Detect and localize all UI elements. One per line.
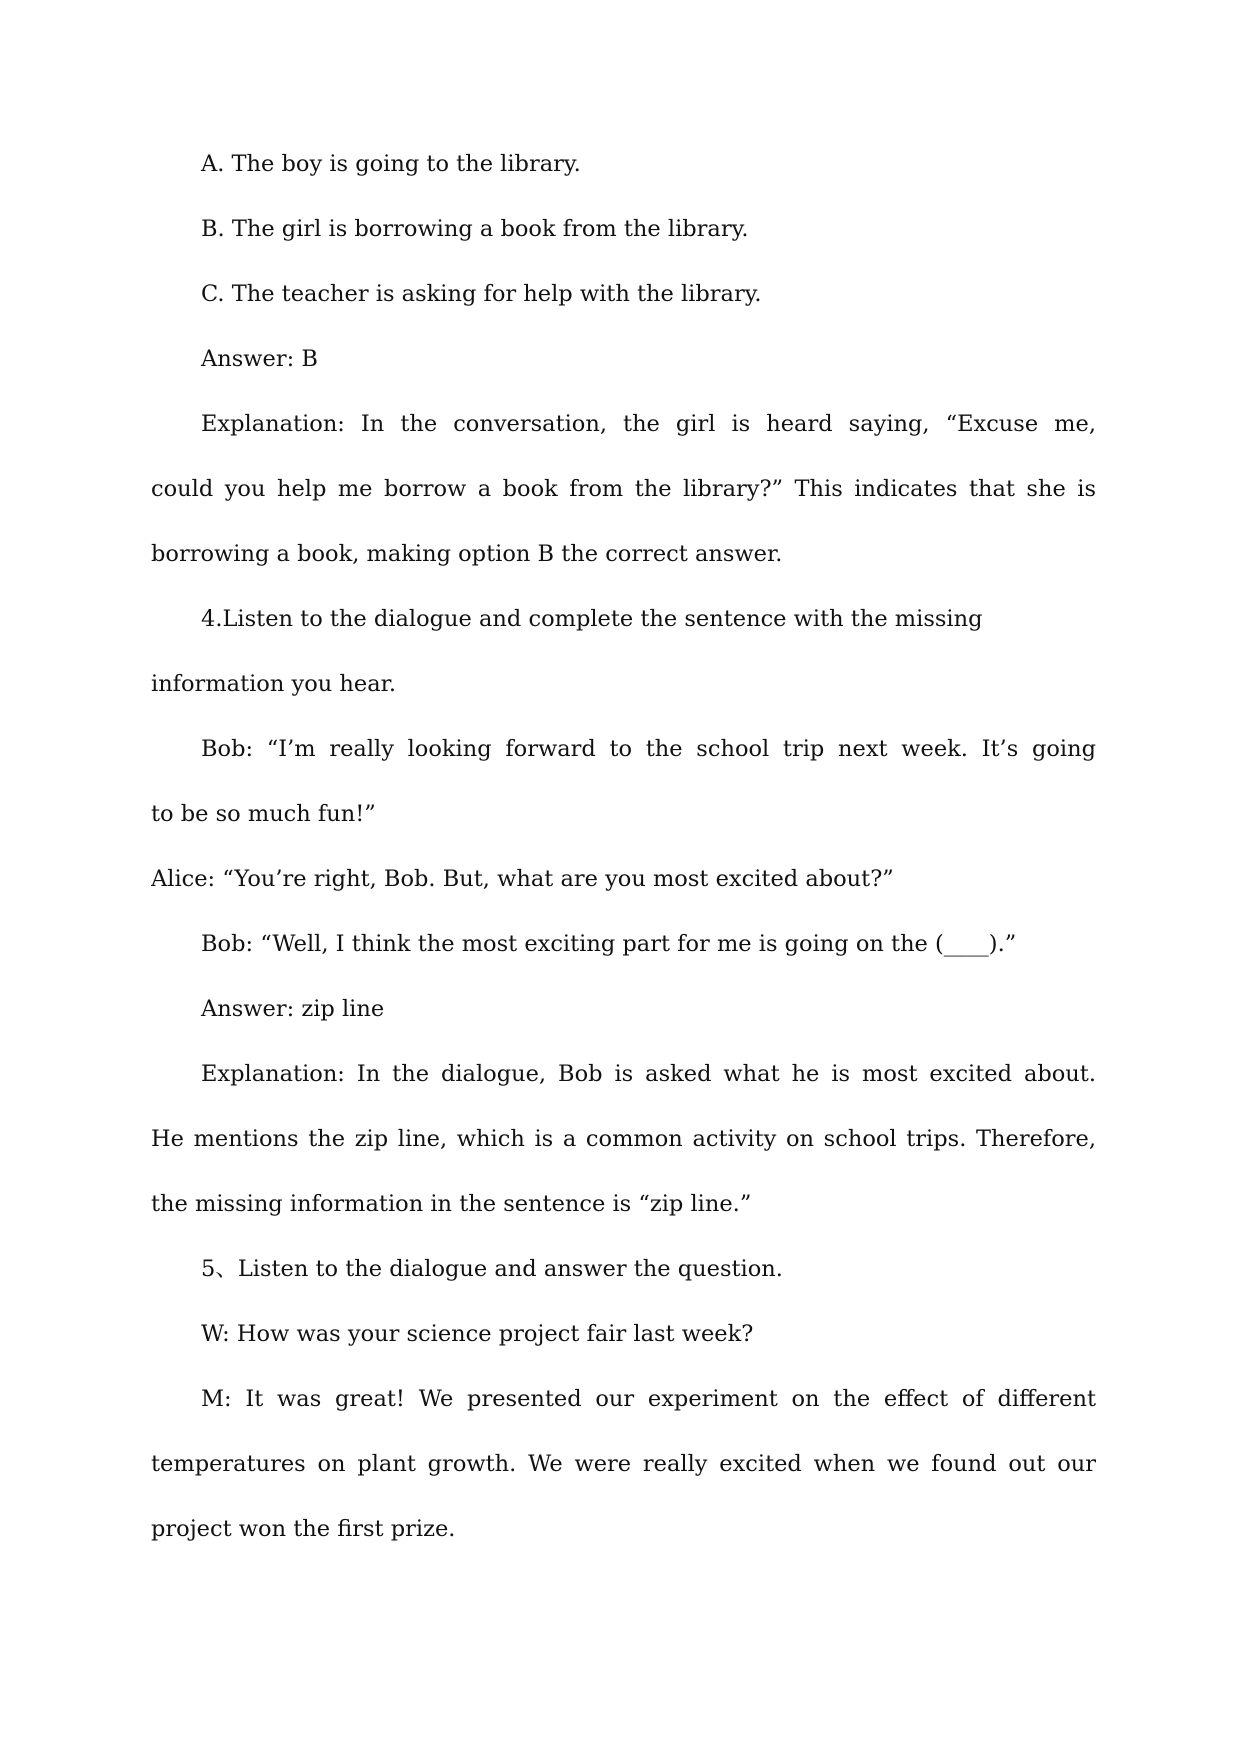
explanation-3-line-2: could you help me borrow a book from the library?” This indicates that she is	[151, 476, 1096, 502]
dialogue-alice: Alice: “You’re right, Bob. But, what are you most excited about?”	[151, 866, 894, 892]
question-5: 5、Listen to the dialogue and answer the question.	[201, 1256, 783, 1282]
explanation-4-line-3: the missing information in the sentence is “zip line.”	[151, 1191, 752, 1217]
question-4-line-2: information you hear.	[151, 671, 397, 697]
dialogue-w: W: How was your science project fair last week?	[201, 1321, 754, 1347]
option-a: A. The boy is going to the library.	[201, 151, 581, 177]
answer-3: Answer: B	[201, 346, 318, 372]
dialogue-bob-2: Bob: “Well, I think the most exciting part for me is going on the (____).”	[201, 931, 1017, 957]
option-b: B. The girl is borrowing a book from the library.	[201, 216, 749, 242]
dialogue-m-line-1: M: It was great! We presented our experiment on the effect of different	[201, 1386, 1096, 1412]
answer-4: Answer: zip line	[201, 996, 385, 1022]
explanation-4-line-1: Explanation: In the dialogue, Bob is asked what he is most excited about.	[201, 1061, 1096, 1087]
dialogue-bob-1-line-2: to be so much fun!”	[151, 801, 376, 827]
dialogue-m-line-2: temperatures on plant growth. We were really excited when we found out our	[151, 1451, 1096, 1477]
dialogue-m-line-3: project won the first prize.	[151, 1516, 456, 1542]
explanation-4-line-2: He mentions the zip line, which is a common activity on school trips. Therefore,	[151, 1126, 1096, 1152]
dialogue-bob-1-line-1: Bob: “I’m really looking forward to the school trip next week. It’s going	[201, 736, 1096, 762]
option-c: C. The teacher is asking for help with the library.	[201, 281, 762, 307]
explanation-3-line-1: Explanation: In the conversation, the girl is heard saying, “Excuse me,	[201, 411, 1096, 437]
document-body	[151, 132, 1096, 1562]
question-4-line-1: 4.Listen to the dialogue and complete the sentence with the missing	[201, 606, 983, 632]
explanation-3-line-3: borrowing a book, making option B the correct answer.	[151, 541, 783, 567]
